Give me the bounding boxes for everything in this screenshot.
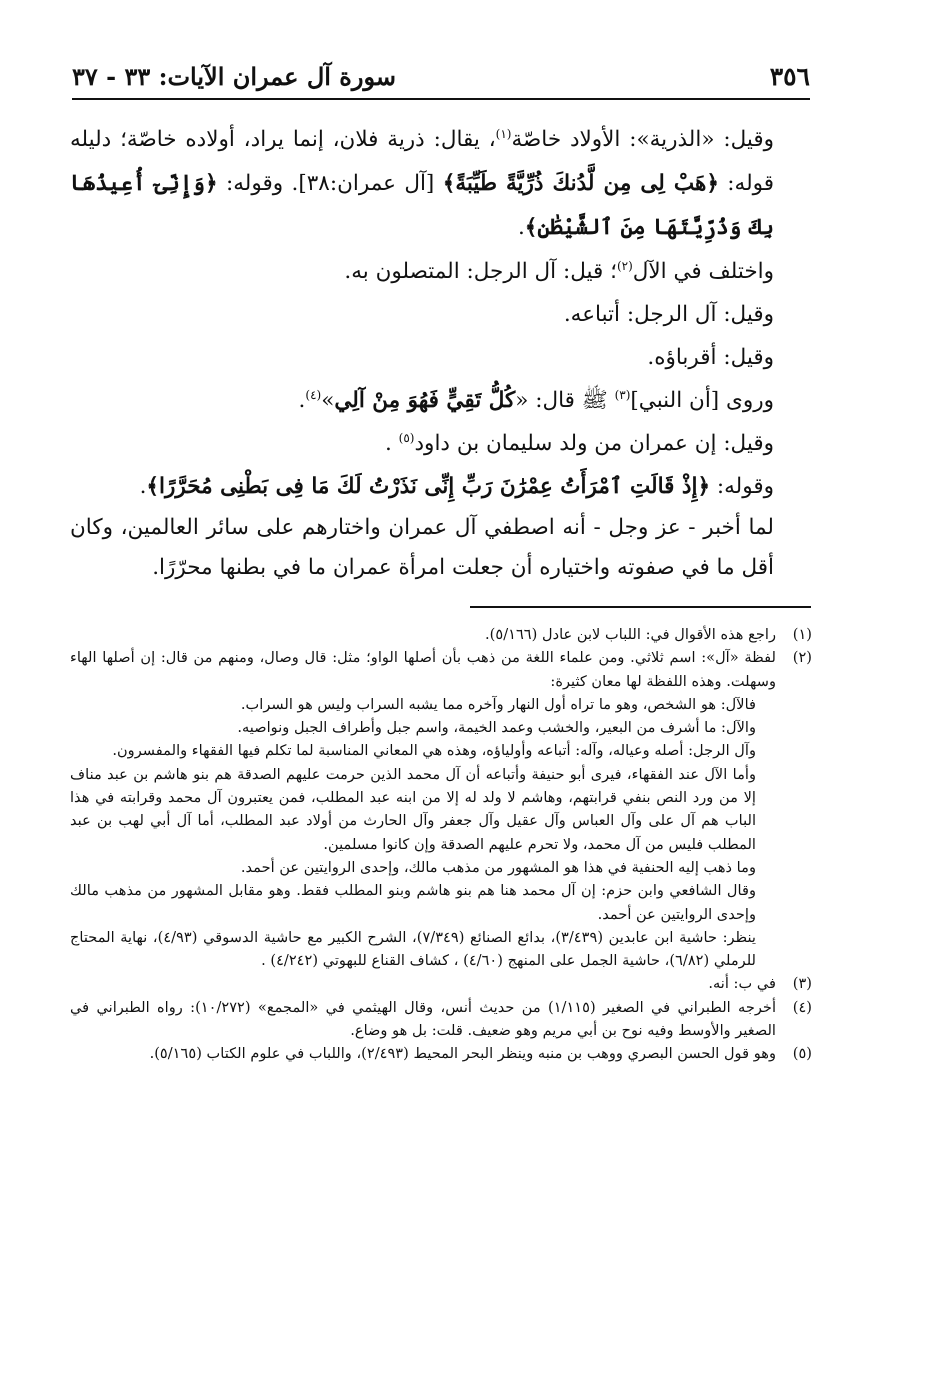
footnote-ref: (٥) bbox=[398, 430, 415, 445]
paragraph-aal bbox=[70, 250, 812, 293]
text: ، يقال: ذرية فلان، إنما يراد، أولاده خاصّة؛ دليله قوله: bbox=[70, 127, 775, 196]
footnote-body bbox=[70, 623, 776, 646]
paragraph-dhurriyya bbox=[70, 118, 812, 250]
footnote-text: وهو قول الحسن البصري ووهب بن منبه وينظر البحر المحيط (٢/٤٩٣)، واللباب في علوم الكتاب (٥/١٦٥). bbox=[149, 1045, 776, 1063]
footnote-number: (٥) bbox=[792, 1045, 812, 1063]
footnote-number: (٣) bbox=[792, 975, 812, 993]
footnote bbox=[70, 646, 812, 972]
footnote bbox=[70, 972, 812, 995]
text: ﷺ قال: « bbox=[515, 388, 615, 413]
paragraph-imran bbox=[70, 422, 812, 465]
footnote-number: (٢) bbox=[792, 649, 812, 667]
footnotes bbox=[70, 623, 812, 1066]
footnote bbox=[70, 996, 812, 1043]
footnote bbox=[70, 1042, 812, 1065]
paragraph-hadith bbox=[70, 379, 812, 422]
hadith-quote: كُلُّ تَقِيٍّ فَهُوَ مِنْ آلِي bbox=[334, 388, 516, 413]
running-header bbox=[72, 48, 810, 100]
text: وروى [أن النبي] bbox=[630, 388, 774, 413]
text: . bbox=[298, 388, 306, 413]
paragraph-commentary: لما أخبر - عز وجل - أنه اصطفي آل عمران واختارهم على سائر العالمين، وكان أقل ما في صفوته واختياره أن جعلت امرأة عمران ما في بطنها محرّرًا. bbox=[70, 515, 774, 580]
text: وقوله: bbox=[710, 474, 774, 499]
text: وقيل: إن عمران من ولد سليمان بن داود bbox=[414, 431, 774, 456]
header-title: سورة آل عمران الآيات: ٣٣ - ٣٧ bbox=[72, 62, 396, 91]
footnote-body bbox=[70, 1042, 776, 1065]
text: . bbox=[139, 474, 147, 499]
footnote-text: لفظة «آل»: اسم ثلاثي. ومن علماء اللغة من ذهب بأن أصلها الواو؛ مثل: قال وصال، ومنهم من قال: إن أصلها الهاء وسهلت. وهذه اللفظة لها معان كثيرة: bbox=[70, 649, 776, 690]
text: . bbox=[517, 215, 525, 240]
footnote-body bbox=[70, 996, 776, 1043]
footnote-body bbox=[70, 972, 776, 995]
footnote-text: أخرجه الطبراني في الصغير (١/١١٥) من حديث أنس، وقال الهيثمي في «المجمع» (١٠/٢٧٢): رواه الطبراني في الصغير والأوسط وفيه نوح بن أبي مريم وهو ضعيف. قلت: بل هو وضاع. bbox=[70, 998, 777, 1040]
footnote-text: في ب: أنه. bbox=[708, 975, 776, 993]
footnote-text: والآل: ما أشرف من البعير، والخشب وعمد الخيمة، واسم جبل وأطراف الجبل ونواصيه. bbox=[237, 719, 756, 737]
quran-quote: ﴿وَإِنِّىٓ أُعِيذُهَا بِكَ وَذُرِّيَّتَهَا مِنَ ٱلشَّيْطَٰنِ﴾ bbox=[70, 171, 774, 240]
footnote-number: (١) bbox=[792, 626, 812, 643]
footnote bbox=[70, 623, 812, 646]
footnote-text: وأما الآل عند الفقهاء، فيرى أبو حنيفة وأتباعه أن آل محمد الذين حرمت عليهم الصدقة هم بنو هاشم بن عبد مناف إلا من ورد النص بنفي قرابتهم، وهاشم لا ولد له إلا من ابنه عبد المطلب، فمن يعتبرون آل محمد وقرابته في هذا الباب هم آل على وآل العباس وآل عقيل وآل جعفر وآل الحارث من أولاد عبد المطلب، أما آل أبي لهب بن عبد المطلب فليس من آل محمد، ولا تحرم عليهم الصدقة وإن كانوا مسلمين. bbox=[70, 765, 756, 853]
footnote-ref: (١) bbox=[495, 126, 512, 141]
text: ؛ قيل: آل الرجل: المتصلون به. bbox=[344, 259, 617, 284]
page-number: ٣٥٦ bbox=[769, 62, 810, 91]
text: [آل عمران:٣٨]. وقوله: bbox=[217, 171, 443, 196]
text: . bbox=[384, 431, 399, 456]
footnote-text: راجع هذه الأقوال في: اللباب لابن عادل (٥/١٦٦). bbox=[485, 626, 776, 643]
paragraph-atbaauhu: وقيل: آل الرجل: أتباعه. bbox=[563, 302, 774, 327]
text: » bbox=[321, 388, 335, 413]
footnote-ref: (٣) bbox=[614, 387, 631, 402]
footnote-ref: (٤) bbox=[305, 387, 322, 402]
paragraph-verse bbox=[70, 465, 812, 508]
footnote-text: وقال الشافعي وابن حزم: إن آل محمد هنا هم بنو هاشم وبنو المطلب فقط. وهو مقابل المشهور من مذهب مالك وإحدى الروايتين عن أحمد. bbox=[70, 882, 756, 923]
paragraph-aqribauhu: وقيل: أقرباؤه. bbox=[647, 345, 774, 370]
footnote-body bbox=[70, 646, 776, 972]
main-text bbox=[70, 118, 812, 588]
text: واختلف في الآل bbox=[632, 259, 774, 284]
footnote-text: وما ذهب إليه الحنفية في هذا هو المشهور من مذهب مالك، وإحدى الروايتين عن أحمد. bbox=[240, 858, 756, 876]
quran-quote: ﴿هَبْ لِى مِن لَّدُنكَ ذُرِّيَّةً طَيِّبَةً﴾ bbox=[442, 171, 719, 196]
footnote-number: (٤) bbox=[792, 998, 812, 1016]
footnote-text: فالآل: هو الشخص، وهو ما تراه أول النهار وآخره مما يشبه السراب وليس هو السراب. bbox=[240, 695, 756, 713]
footnote-text: ينظر: حاشية ابن عابدين (٣/٤٣٩)، بدائع الصنائع (٧/٣٤٩)، الشرح الكبير مع حاشية الدسوقي (٤/٩٣)، نهاية المحتاج للرملي (٦/٨٢)، حاشية الجمل على المنهج (٤/٦٠) ، كشاف القناع للبهوتي (٤/٢٤٢) . bbox=[70, 928, 756, 970]
footnote-text: وآل الرجل: أصله وعياله، وآله: أتباعه وأولياؤه، وهذه هي المعاني المناسبة لما تكلم فيها الفقهاء والمفسرون. bbox=[112, 742, 756, 760]
footnote-separator bbox=[470, 606, 811, 608]
quran-quote: ﴿إِذْ قَالَتِ ٱمْرَأَتُ عِمْرَٰنَ رَبِّ إِنِّى نَذَرْتُ لَكَ مَا فِى بَطْنِى مُحَرَّرًا﴾ bbox=[146, 474, 711, 499]
text: وقيل: «الذرية»: الأولاد خاصّة bbox=[511, 127, 774, 152]
footnote-ref: (٢) bbox=[616, 258, 633, 273]
